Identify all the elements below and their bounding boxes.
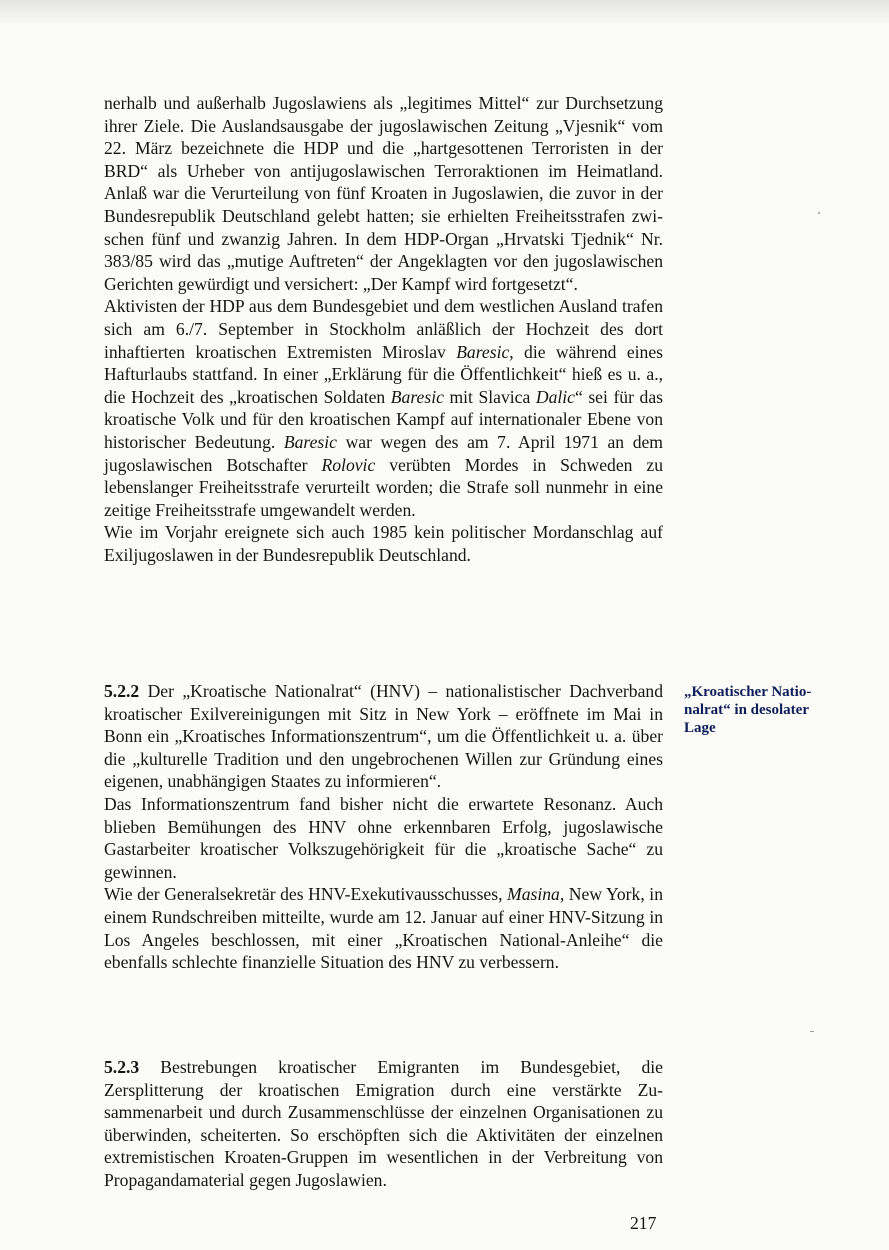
text-run: Aktivisten der HDP aus dem Bundesgebiet und dem westlichen Ausland trafen sich am 6./7. September in Stockholm anläßlich der Hochzeit des dort inhaftierten kroatischen Extremisten Miroslav xyxy=(104,296,663,362)
paragraph xyxy=(104,883,663,973)
text-run: Wie der Generalsekretär des HNV-Exekutivausschusses, xyxy=(104,884,508,905)
text-run: mit Slavica xyxy=(443,386,536,407)
section-5-2-3 xyxy=(104,1056,663,1192)
scan-speck xyxy=(810,1031,814,1032)
name-baresic: Baresic xyxy=(390,386,444,407)
name-baresic: Baresic xyxy=(283,431,337,452)
text-run: Bestrebungen kroatischer Emigranten im Bundesgebiet, die Zersplitterung der kroatischen Emigration durch eine verstärkte Zusammenarbeit und durch Zusammenschlüsse der einzelnen Organisationen zu überwinden, scheiterten. So erschöpften sich die Aktivitäten der einzelnen extremistischen Kroaten-Gruppen im wesentlichen in der Verbreitung von Propagandamaterial gegen Jugoslawien. xyxy=(104,1057,663,1190)
text-run: Der „Kroatische Nationalrat“ (HNV) – nationalistischer Dachverband kroatischer Exilvereinigungen mit Sitz in New York – eröffnete im Mai in Bonn ein „Kroatisches Informationszentrum“, um die Öffentlichkeit u. a. über die „kulturelle Tradition und den ungebrochenen Willen zur Gründung eines eigenen, unabhängigen Staates zu informieren“. xyxy=(104,681,663,792)
text-run: New York, in einem Rundschreiben mitteilte, wurde am 12. Januar auf einer HNV-Sitzung in Los Angeles beschlossen, mit einer „Kroatischen National-Anleihe“ die ebenfalls schlechte finanzielle Situation des HNV zu verbessern. xyxy=(104,884,663,973)
scan-speck xyxy=(818,212,820,214)
name-dalic: Dalic xyxy=(535,386,575,407)
margin-note-line: Lage xyxy=(684,720,716,736)
text-run: war wegen des am 7. April 1971 an dem jugoslawischen Botschafter xyxy=(104,431,663,475)
name-masina: Masina, xyxy=(507,884,565,905)
name-rolovic: Rolovic xyxy=(321,454,376,475)
margin-note-line: „Kroatischer Natio- xyxy=(684,684,812,700)
section-5-2-2 xyxy=(104,680,663,974)
paragraph: Wie im Vorjahr ereignete sich auch 1985 kein politischer Mordanschlag auf Exiljugoslawen in der Bundesrepublik Deutschland. xyxy=(104,522,663,565)
section-number: 5.2.3 xyxy=(104,1057,140,1077)
paragraph xyxy=(104,295,663,521)
text-block-hdp xyxy=(104,92,663,566)
text-run: , die während eines Hafturlaubs stattfand. In einer „Erklärung für die Öffentlichkeit“ hieß es u. a., die Hochzeit des „kroatischen Soldaten xyxy=(104,341,663,407)
paragraph: Das Informationszentrum fand bisher nicht die erwartete Resonanz. Auch blieben Bemühungen des HNV ohne erkennbaren Erfolg, jugoslawische Gastarbeiter kroatischer Volkszugehörigkeit für die „kroatische Sache“ zu gewinnen. xyxy=(104,793,663,882)
margin-note xyxy=(684,683,844,737)
paragraph xyxy=(104,1056,663,1192)
name-baresic: Baresic xyxy=(456,341,510,362)
text-run: verübten Mordes in Schweden zu lebenslanger Freiheitsstrafe verurteilt worden; die Strafe soll nunmehr in eine zeitige Freiheitsstrafe umgewandelt werden. xyxy=(104,454,663,520)
page-number: 217 xyxy=(630,1213,657,1233)
scan-edge-shadow xyxy=(0,0,889,26)
paragraph: nerhalb und außerhalb Jugoslawiens als „legitimes Mittel“ zur Durchsetzung ihrer Ziele. Die Auslandsausgabe der jugoslawischen Zeitung „Vjesnik“ vom 22. März bezeichnete die HDP und die „hartgesottenen Terroristen in der BRD“ als Urheber von antijugoslawischen Terroraktionen im Heimatland. Anlaß war die Verurteilung von fünf Kroaten in Jugoslawien, die zuvor in der Bundesrepublik Deutschland gelebt hatten; sie erhielten Freiheitsstrafen zwischen fünf und zwanzig Jahren. In dem HDP-Organ „Hrvatski Tjednik“ Nr. 383/85 wird das „mutige Auftreten“ der Angeklagten vor den jugoslawischen Gerichten gewürdigt und versichert: „Der Kampf wird fortgesetzt“. xyxy=(104,93,663,294)
text-run: “ sei für das kroatische Volk und für den kroatischen Kampf auf internationaler Ebene von historischer Bedeutung. xyxy=(104,386,663,452)
margin-note-line: nalrat“ in desolater xyxy=(684,702,809,718)
section-number: 5.2.2 xyxy=(104,681,140,701)
paragraph xyxy=(104,680,663,793)
